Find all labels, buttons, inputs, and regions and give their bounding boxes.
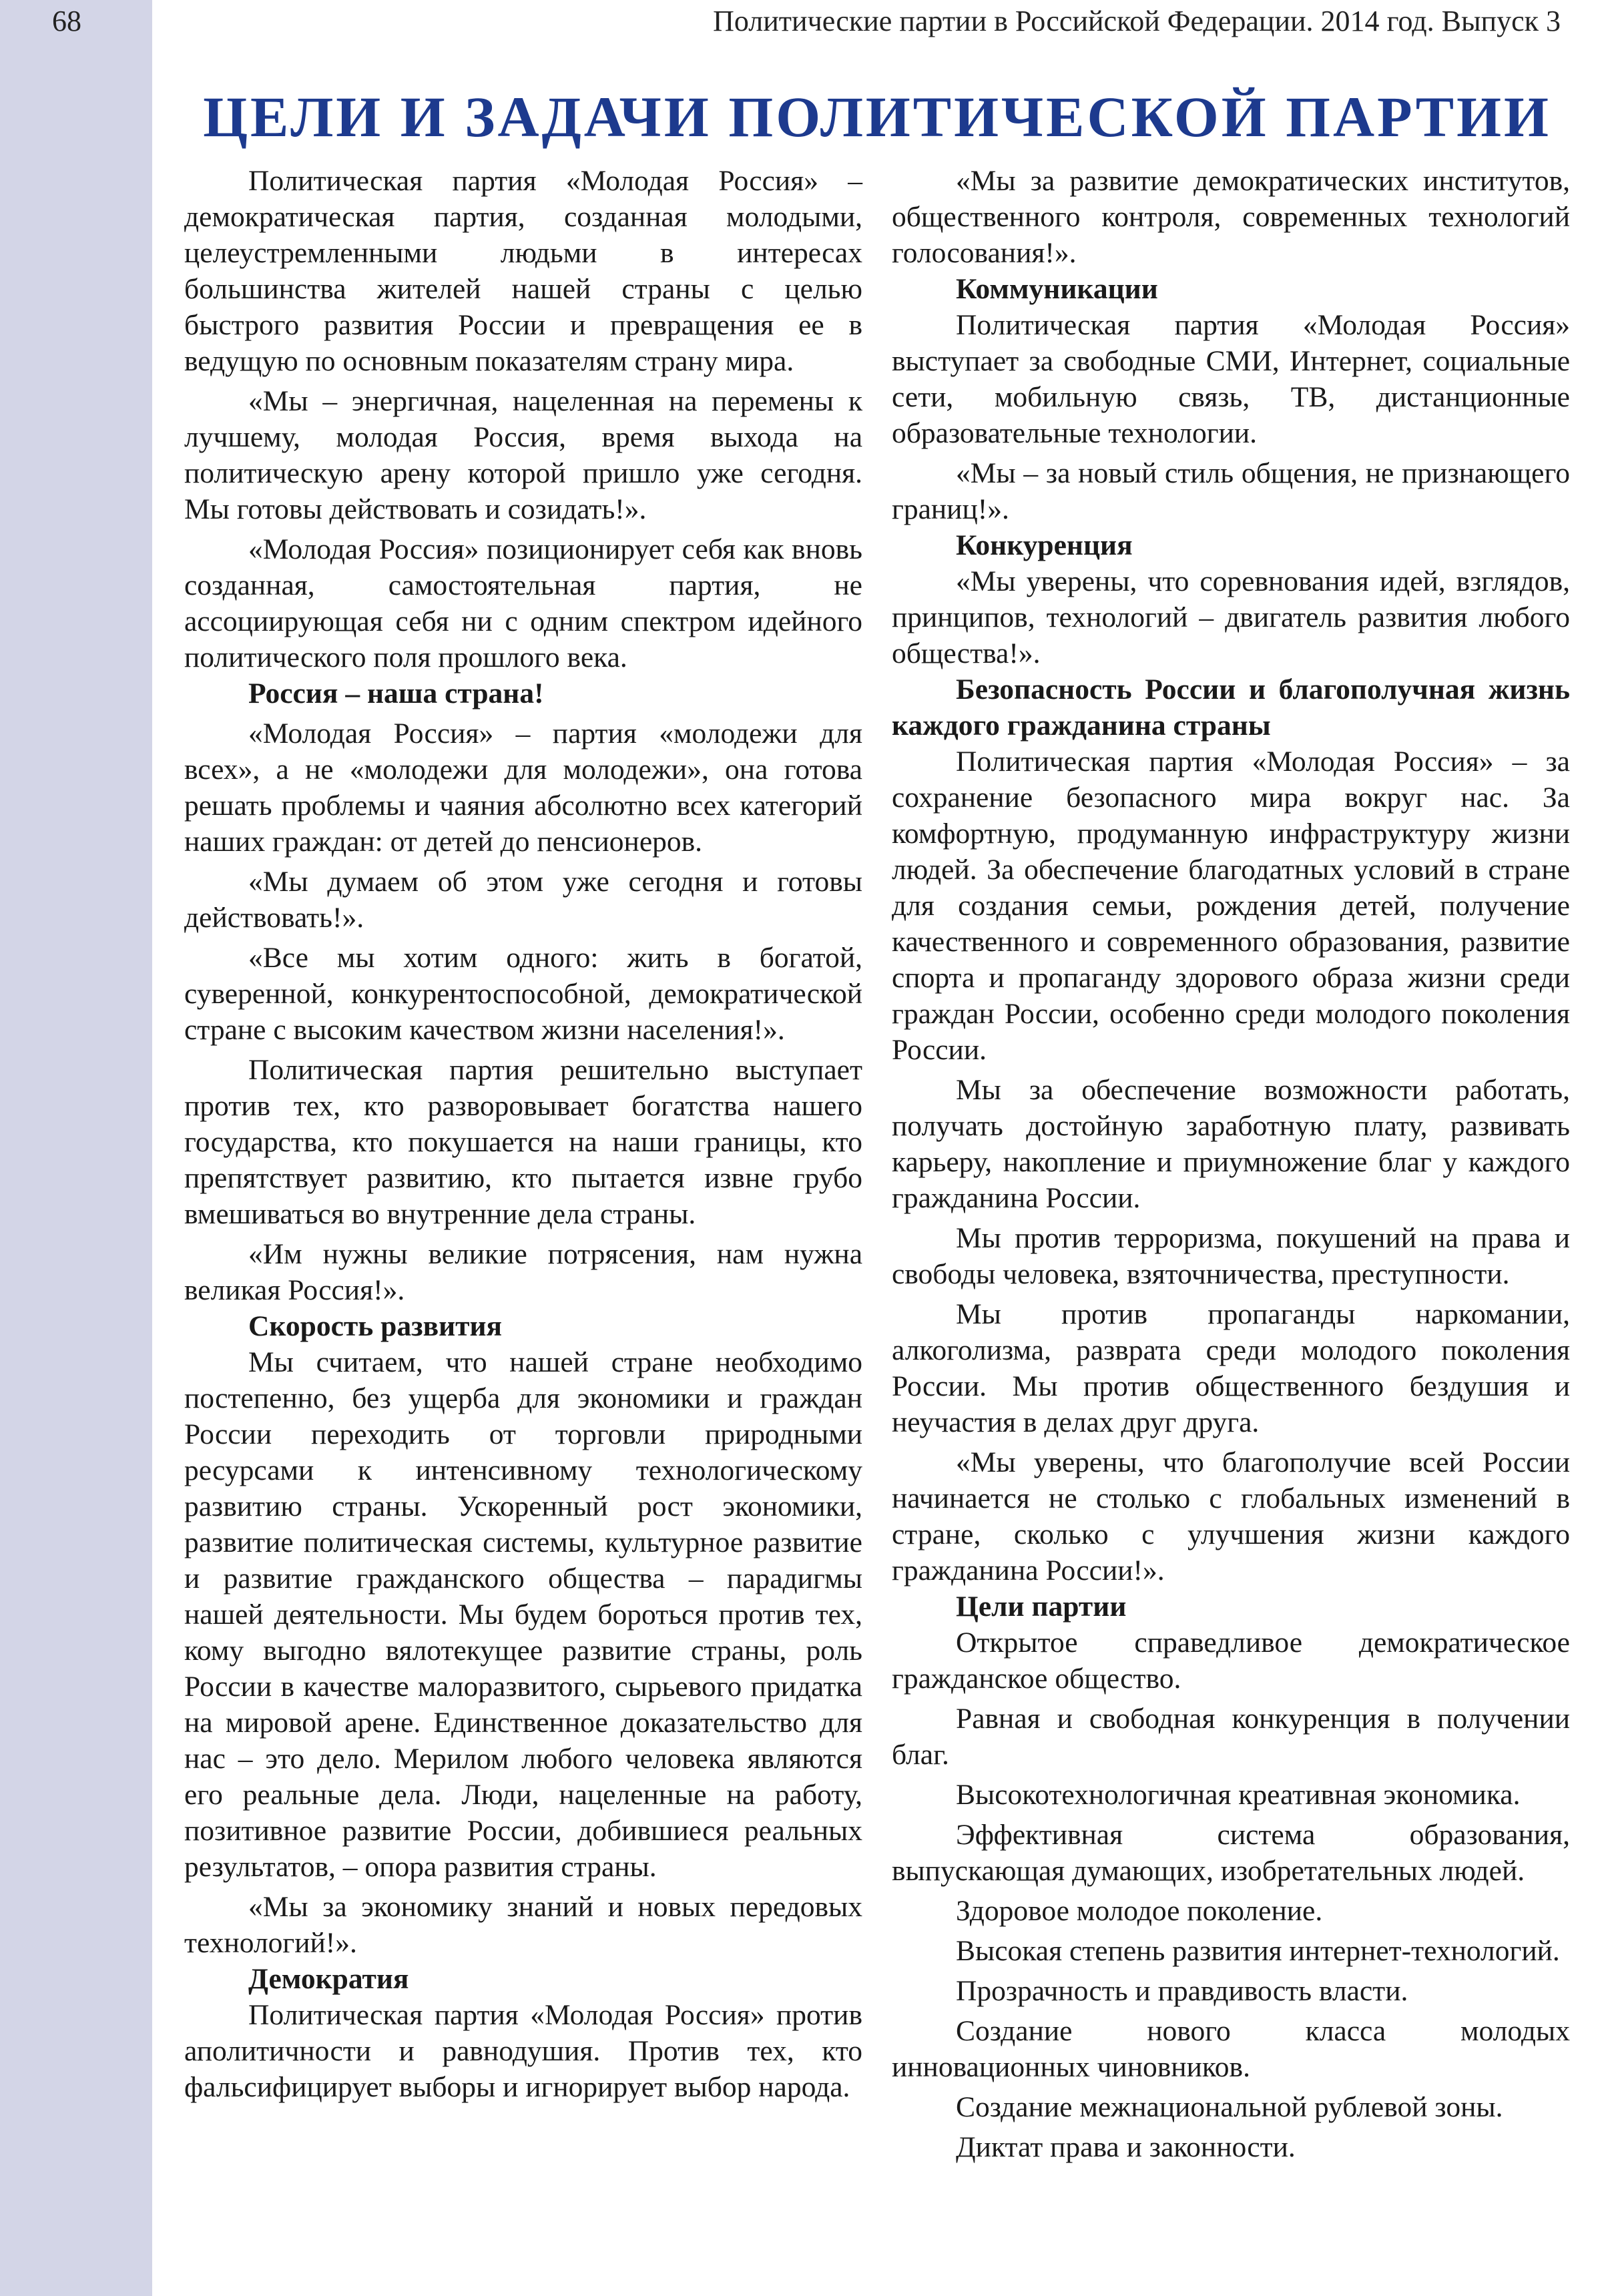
paragraph: Мы против терроризма, покушений на права и свободы человека, взяточничества, преступности.: [892, 1222, 1570, 1290]
section-heading: Россия – наша страна!: [248, 677, 544, 709]
paragraph: «Мы думаем об этом уже сегодня и готовы действовать!».: [184, 866, 862, 934]
section-heading: Скорость развития: [248, 1310, 503, 1342]
running-header: Политические партии в Российской Федерации. 2014 год. Выпуск 3: [713, 5, 1561, 37]
paragraph: Мы против пропаганды наркомании, алкоголизма, разврата среди молодого поколения России. Мы против общественного бездушия и неучастия в делах друг друга.: [892, 1298, 1570, 1438]
section-heading: Безопасность России и благополучная жизнь каждого гражданина страны: [892, 673, 1570, 742]
paragraph: Открытое справедливое демократическое гражданское общество.: [892, 1627, 1570, 1695]
page-title: ЦЕЛИ И ЗАДАЧИ ПОЛИТИЧЕСКОЙ ПАРТИИ: [203, 85, 1551, 149]
paragraph: «Молодая Россия» – партия «молодежи для всех», а не «молодежи для молодежи», она готова решать проблемы и чаяния абсолютно всех категорий наших граждан: от детей до пенсионеров.: [184, 718, 862, 858]
paragraph: Высокая степень развития интернет-технологий.: [956, 1935, 1560, 1967]
paragraph: «Мы уверены, что соревнования идей, взглядов, принципов, технологий – двигатель развития любого общества!».: [892, 565, 1570, 669]
paragraph: Политическая партия «Молодая Россия» – демократическая партия, созданная молодыми, целеустремленными людьми в интересах большинства жителей нашей страны с целью быстрого развития России и превращения ее в ведущую по основным показателям страну мира.: [184, 165, 862, 377]
section-heading: Демократия: [248, 1963, 409, 1995]
paragraph: Политическая партия «Молодая Россия» выступает за свободные СМИ, Интернет, социальные сети, мобильную связь, ТВ, дистанционные образовательные технологии.: [892, 309, 1570, 449]
paragraph: Создание межнациональной рублевой зоны.: [956, 2091, 1503, 2123]
paragraph: Политическая партия решительно выступает против тех, кто разворовывает богатства нашего государства, кто покушается на наши границы, кто препятствует развитию, кто пытается извне грубо вмешиваться во внутренние дела страны.: [184, 1054, 862, 1230]
section-heading: Коммуникации: [956, 273, 1158, 305]
paragraph: Прозрачность и правдивость власти.: [956, 1975, 1408, 2007]
paragraph: Здоровое молодое поколение.: [956, 1895, 1323, 1927]
page-number: 68: [52, 5, 81, 37]
paragraph: «Все мы хотим одного: жить в богатой, суверенной, конкурентоспособной, демократической стране с высоким качеством жизни населения!».: [184, 942, 862, 1046]
right-text-column: [892, 163, 1570, 2165]
paragraph: Диктат права и законности.: [956, 2131, 1296, 2163]
page-margin-band: [0, 0, 152, 2296]
paragraph: «Мы – энергичная, нацеленная на перемены к лучшему, молодая Россия, время выхода на политическую арену которой пришло уже сегодня. Мы готовы действовать и созидать!».: [184, 385, 862, 525]
paragraph: Эффективная система образования, выпускающая думающих, изобретательных людей.: [892, 1819, 1570, 1887]
paragraph: «Молодая Россия» позиционирует себя как вновь созданная, самостоятельная партия, не ассоциирующая себя ни с одним спектром идейного политического поля прошлого века.: [184, 533, 862, 673]
paragraph: Мы за обеспечение возможности работать, получать достойную заработную плату, развивать карьеру, накопление и приумножение благ у каждого гражданина России.: [892, 1074, 1570, 1214]
paragraph: «Мы уверены, что благополучие всей России начинается не столько с глобальных изменений в стране, сколько с улучшения жизни каждого гражданина России!».: [892, 1446, 1570, 1587]
paragraph: Мы считаем, что нашей стране необходимо постепенно, без ущерба для экономики и граждан России переходить от торговли природными ресурсами к интенсивному технологическому развитию страны. Ускоренный рост экономики, развитие политическая системы, культурное развитие и развитие гражданского общества – парадигмы нашей деятельности. Мы будем бороться против тех, кому выгодно вялотекущее развитие страны, роль России в качестве малоразвитого, сырьевого придатка на мировой арене. Единственное доказательство для нас – это дело. Мерилом любого человека являются его реальные дела. Люди, нацеленные на работу, позитивное развитие России, добившиеся реальных результатов, – опора развития страны.: [184, 1346, 862, 1883]
paragraph: «Мы за развитие демократических институтов, общественного контроля, современных технологий голосования!».: [892, 165, 1570, 269]
paragraph: Политическая партия «Молодая Россия» – за сохранение безопасного мира вокруг нас. За комфортную, продуманную инфраструктуру жизни людей. За обеспечение благодатных условий в стране для создания семьи, рождения детей, получение качественного и современного образования, развитие спорта и пропаганду здорового образа жизни среди граждан России, особенно среди молодого поколения России.: [892, 746, 1570, 1066]
paragraph: «Мы – за новый стиль общения, не признающего границ!».: [892, 457, 1570, 525]
left-text-column: [184, 163, 862, 2105]
paragraph: «Им нужны великие потрясения, нам нужна великая Россия!».: [184, 1238, 862, 1306]
paragraph: Создание нового класса молодых инновационных чиновников.: [892, 2015, 1570, 2083]
paragraph: «Мы за экономику знаний и новых передовых технологий!».: [184, 1891, 862, 1959]
paragraph: Высокотехнологичная креативная экономика.: [956, 1779, 1521, 1811]
paragraph: Политическая партия «Молодая Россия» против аполитичности и равнодушия. Против тех, кто фальсифицирует выборы и игнорирует выбор народа.: [184, 1999, 862, 2103]
paragraph: Равная и свободная конкуренция в получении благ.: [892, 1703, 1570, 1771]
section-heading: Конкуренция: [956, 529, 1133, 561]
section-heading: Цели партии: [956, 1591, 1127, 1623]
